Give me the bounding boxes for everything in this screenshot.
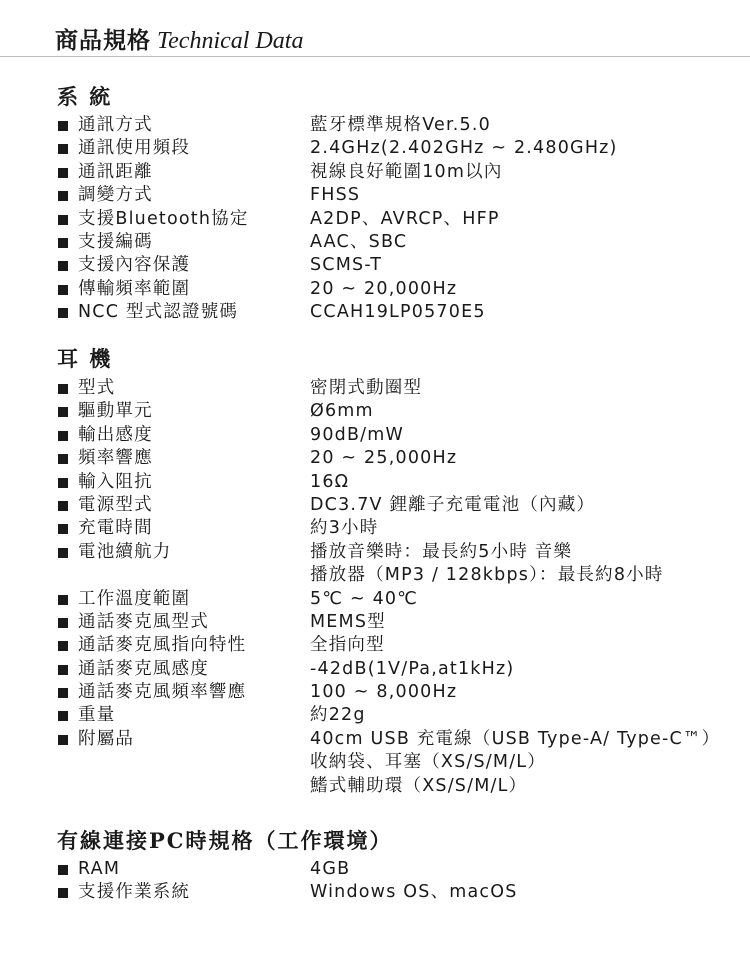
- bullet-icon: [58, 548, 68, 558]
- bullet-icon: [58, 641, 68, 651]
- section-title-earphones: 耳 機: [57, 346, 113, 371]
- spec-row: [58, 137, 738, 160]
- spec-value: 播放音樂時：最長約5小時 音樂: [310, 541, 573, 562]
- bullet-icon: [58, 168, 68, 178]
- spec-label: NCC 型式認證號碼: [78, 302, 239, 323]
- spec-row: [58, 728, 738, 751]
- spec-value: DC3.7V 鋰離子充電電池（內藏）: [310, 494, 596, 515]
- spec-value: 密閉式動圈型: [310, 378, 423, 398]
- spec-value: AAC、SBC: [310, 231, 408, 252]
- spec-row-continuation: [58, 775, 738, 798]
- spec-label: RAM: [78, 859, 121, 879]
- spec-row: [58, 400, 738, 423]
- spec-label: 通訊方式: [78, 115, 153, 135]
- spec-label: 調變方式: [78, 185, 153, 206]
- header-title-zh: 商品規格: [55, 27, 151, 54]
- header-divider: [0, 56, 750, 57]
- spec-row: [58, 658, 738, 681]
- spec-value: 5℃ ~ 40℃: [310, 588, 419, 609]
- spec-label: 充電時間: [78, 518, 153, 539]
- section-title-pc-requirements: 有線連接PC時規格（工作環境）: [57, 828, 393, 853]
- spec-label: 頻率響應: [78, 448, 153, 469]
- bullet-icon: [58, 711, 68, 721]
- spec-value: Ø6mm: [310, 401, 374, 422]
- spec-label: 通話麥克風型式: [78, 611, 209, 632]
- spec-value: A2DP、AVRCP、HFP: [310, 208, 500, 229]
- bullet-icon: [58, 285, 68, 295]
- spec-label: 支援作業系統: [78, 882, 191, 903]
- bullet-icon: [58, 261, 68, 271]
- spec-value: 藍牙標準規格Ver.5.0: [310, 115, 491, 135]
- spec-label: 重量: [78, 705, 116, 726]
- spec-value: 收納袋、耳塞（XS/S/M/L）: [310, 752, 546, 773]
- spec-row: [58, 301, 738, 324]
- bullet-icon: [58, 308, 68, 318]
- spec-label: 電源型式: [78, 494, 153, 515]
- spec-list-earphones: [58, 377, 738, 798]
- spec-label: [78, 751, 310, 774]
- bullet-icon: [58, 865, 68, 875]
- spec-row: [58, 634, 738, 657]
- bullet-icon: [58, 478, 68, 488]
- bullet-icon: [58, 215, 68, 225]
- page-header: [55, 22, 303, 56]
- spec-label: 型式: [78, 378, 116, 398]
- spec-value: 約22g: [310, 705, 366, 726]
- spec-row: [58, 114, 738, 137]
- spec-label: 通話麥克風感度: [78, 658, 209, 679]
- spec-value: FHSS: [310, 185, 361, 206]
- spec-label: 通訊使用頻段: [78, 138, 191, 159]
- spec-value: SCMS-T: [310, 255, 383, 276]
- spec-row: [58, 184, 738, 207]
- bullet-icon: [58, 665, 68, 675]
- bullet-icon: [58, 688, 68, 698]
- spec-row: [58, 881, 738, 904]
- spec-label: 支援內容保護: [78, 255, 191, 276]
- spec-label: [78, 564, 310, 587]
- spec-row: [58, 494, 738, 517]
- spec-label: 支援Bluetooth協定: [78, 208, 249, 229]
- bullet-icon: [58, 121, 68, 131]
- bullet-icon: [58, 501, 68, 511]
- spec-row: [58, 254, 738, 277]
- spec-value: MEMS型: [310, 611, 386, 632]
- spec-row: [58, 541, 738, 564]
- bullet-icon: [58, 595, 68, 605]
- spec-value: 16Ω: [310, 471, 350, 492]
- spec-row: [58, 588, 738, 611]
- spec-value: -42dB(1V/Pa,at1kHz): [310, 658, 515, 679]
- spec-value: 2.4GHz(2.402GHz ~ 2.480GHz): [310, 138, 618, 159]
- spec-row: [58, 278, 738, 301]
- spec-label: 支援編碼: [78, 231, 153, 252]
- spec-label: 驅動單元: [78, 401, 153, 422]
- spec-label: 附屬品: [78, 728, 135, 749]
- spec-list-system: [58, 114, 738, 325]
- bullet-icon: [58, 384, 68, 394]
- bullet-icon: [58, 407, 68, 417]
- spec-value: 4GB: [310, 859, 351, 879]
- bullet-icon: [58, 454, 68, 464]
- spec-label: 傳輸頻率範圍: [78, 278, 191, 299]
- spec-value: 視線良好範圍10m以內: [310, 161, 503, 182]
- spec-row: [58, 517, 738, 540]
- spec-label: 通訊距離: [78, 161, 153, 182]
- spec-value: 20 ~ 20,000Hz: [310, 278, 458, 299]
- bullet-icon: [58, 191, 68, 201]
- spec-row: [58, 424, 738, 447]
- bullet-icon: [58, 524, 68, 534]
- spec-value: 100 ~ 8,000Hz: [310, 682, 458, 703]
- section-title-system: 系 統: [57, 84, 113, 109]
- spec-row-continuation: [58, 751, 738, 774]
- spec-value: 播放器（MP3 / 128kbps）：最長約8小時: [310, 565, 664, 586]
- spec-label: 電池續航力: [78, 541, 172, 562]
- spec-label: 通話麥克風指向特性: [78, 635, 247, 656]
- spec-value: 40cm USB 充電線（USB Type-A/ Type-C™）: [310, 728, 721, 749]
- spec-value: Windows OS、macOS: [310, 882, 518, 903]
- spec-row: [58, 704, 738, 727]
- bullet-icon: [58, 888, 68, 898]
- spec-label: [78, 775, 310, 798]
- spec-label: 輸入阻抗: [78, 471, 153, 492]
- spec-label: 輸出感度: [78, 424, 153, 445]
- spec-label: 通話麥克風頻率響應: [78, 682, 247, 703]
- spec-row: [58, 231, 738, 254]
- spec-row: [58, 208, 738, 231]
- spec-value: CCAH19LP0570E5: [310, 302, 486, 323]
- bullet-icon: [58, 238, 68, 248]
- bullet-icon: [58, 618, 68, 628]
- spec-value: 約3小時: [310, 518, 379, 539]
- header-title-en: Technical Data: [157, 28, 304, 54]
- bullet-icon: [58, 735, 68, 745]
- spec-value: 全指向型: [310, 635, 385, 656]
- spec-value: 鰭式輔助環（XS/S/M/L）: [310, 775, 528, 796]
- spec-row: [58, 161, 738, 184]
- spec-row: [58, 471, 738, 494]
- spec-label: 工作溫度範圍: [78, 588, 191, 609]
- bullet-icon: [58, 144, 68, 154]
- spec-list-pc-requirements: [58, 858, 738, 905]
- spec-row: [58, 858, 738, 881]
- spec-value: 90dB/mW: [310, 424, 405, 445]
- spec-row: [58, 611, 738, 634]
- spec-row: [58, 377, 738, 400]
- spec-row-continuation: [58, 564, 738, 587]
- spec-row: [58, 447, 738, 470]
- bullet-icon: [58, 431, 68, 441]
- spec-row: [58, 681, 738, 704]
- spec-value: 20 ~ 25,000Hz: [310, 448, 458, 469]
